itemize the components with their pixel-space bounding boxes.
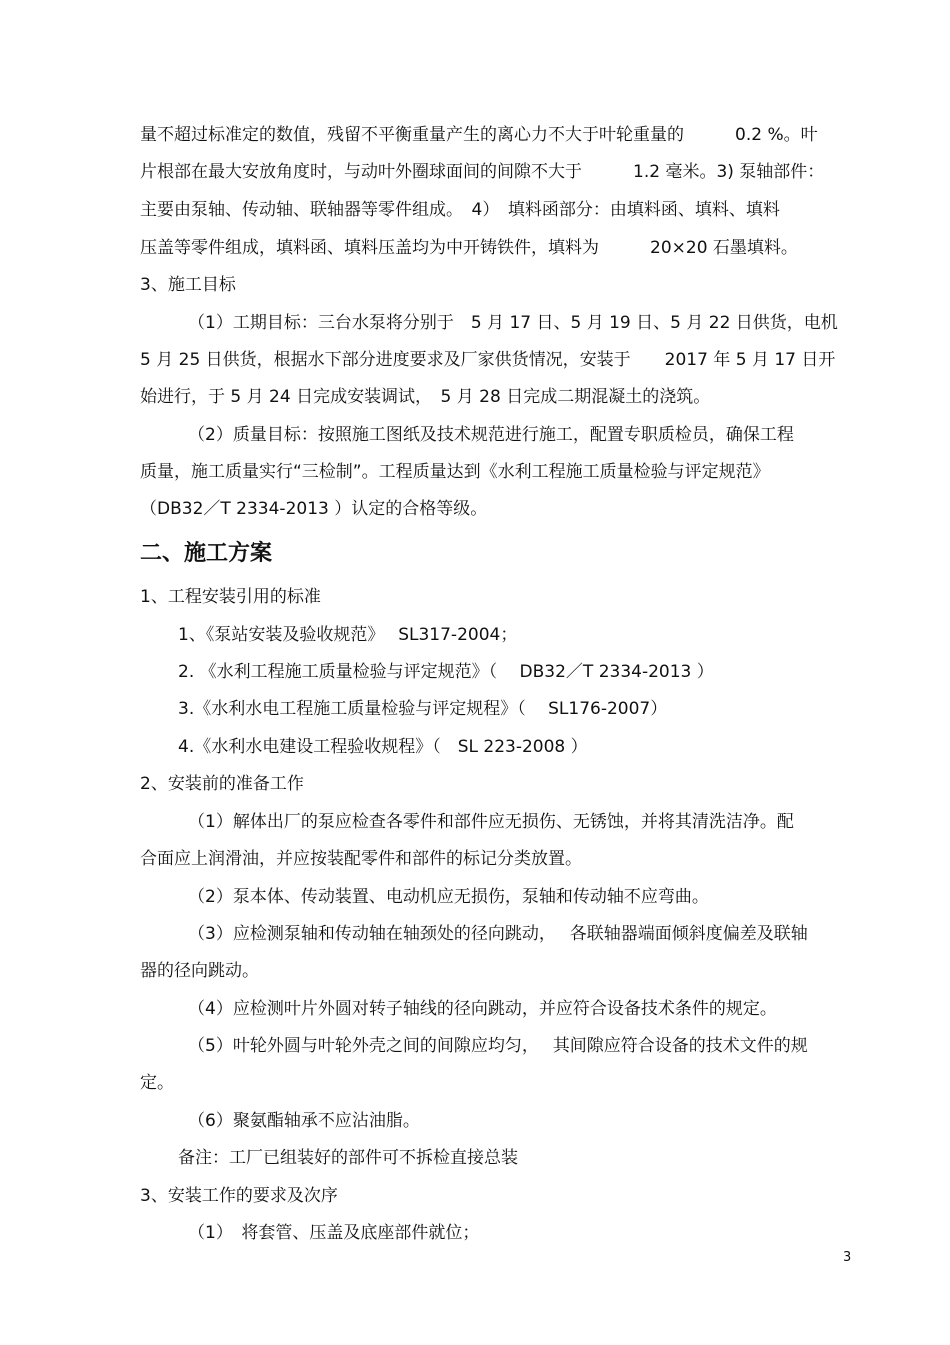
section-heading: 3、安装工作的要求及次序 [140,1186,338,1206]
section-heading: 3、施工目标 [140,275,236,295]
text-line: 质量，施工质量实行“三检制”。工程质量达到《水利工程施工质量检验与评定规范》 [140,462,770,482]
note-line: 备注：工厂已组装好的部件可不拆检直接总装 [178,1148,518,1168]
list-item: 3.《水利水电工程施工质量检验与评定规程》（ SL176-2007） [178,699,668,719]
text-line: （1）解体出厂的泵应检查各零件和部件应无损伤、无锈蚀，并将其清洗洁净。配 [188,812,794,832]
text-line: （4）应检测叶片外圆对转子轴线的径向跳动，并应符合设备技术条件的规定。 [188,999,777,1019]
text-line: 压盖等零件组成，填料函、填料压盖均为中开铸铁件，填料为 20×20 石墨填料。 [140,238,798,258]
text-line: （DB32／T 2334-2013 ）认定的合格等级。 [140,499,488,519]
text-line: （5）叶轮外圆与叶轮外壳之间的间隙应均匀， 其间隙应符合设备的技术文件的规 [188,1036,808,1056]
list-item: 1、《泵站安装及验收规范》 SL317-2004； [178,625,518,645]
text-line: 5 月 25 日供货，根据水下部分进度要求及厂家供货情况，安装于 2017 年 5 月 17 日开 [140,350,836,370]
text-line: （6）聚氨酯轴承不应沾油脂。 [188,1111,420,1131]
text-line: 量不超过标准定的数值，残留不平衡重量产生的离心力不大于叶轮重量的 0.2 %。叶 [140,125,818,145]
text-line: （3）应检测泵轴和传动轴在轴颈处的径向跳动， 各联轴器端面倾斜度偏差及联轴 [188,924,808,944]
section-heading: 1、工程安装引用的标准 [140,587,321,607]
text-line: 器的径向跳动。 [140,961,259,981]
text-line: 片根部在最大安放角度时，与动叶外圈球面间的间隙不大于 1.2 毫米。3) 泵轴部件： [140,162,825,182]
list-item: 2. 《水利工程施工质量检验与评定规范》（ DB32／T 2334-2013 ） [178,662,714,682]
text-line: （2）泵本体、传动装置、电动机应无损伤，泵轴和传动轴不应弯曲。 [188,887,709,907]
text-line: 合面应上润滑油，并应按装配零件和部件的标记分类放置。 [140,849,582,869]
text-line: 始进行，于 5 月 24 日完成安装调试， 5 月 28 日完成二期混凝土的浇筑。 [140,387,711,407]
page-number: 3 [843,1250,852,1265]
section-heading: 2、安装前的准备工作 [140,774,304,794]
chapter-heading: 二、施工方案 [140,541,273,566]
text-line: 定。 [140,1073,174,1093]
text-line: （1） 将套管、压盖及底座部件就位； [188,1223,480,1243]
text-line: （2）质量目标：按照施工图纸及技术规范进行施工，配置专职质检员，确保工程 [188,425,794,445]
text-line: 主要由泵轴、传动轴、联轴器等零件组成。 4） 填料函部分：由填料函、填料、填料 [140,200,780,220]
list-item: 4.《水利水电建设工程验收规程》（ SL 223-2008 ） [178,737,588,757]
text-line: （1）工期目标：三台水泵将分别于 5 月 17 日、5 月 19 日、5 月 22 日供货，电机 [188,313,838,333]
